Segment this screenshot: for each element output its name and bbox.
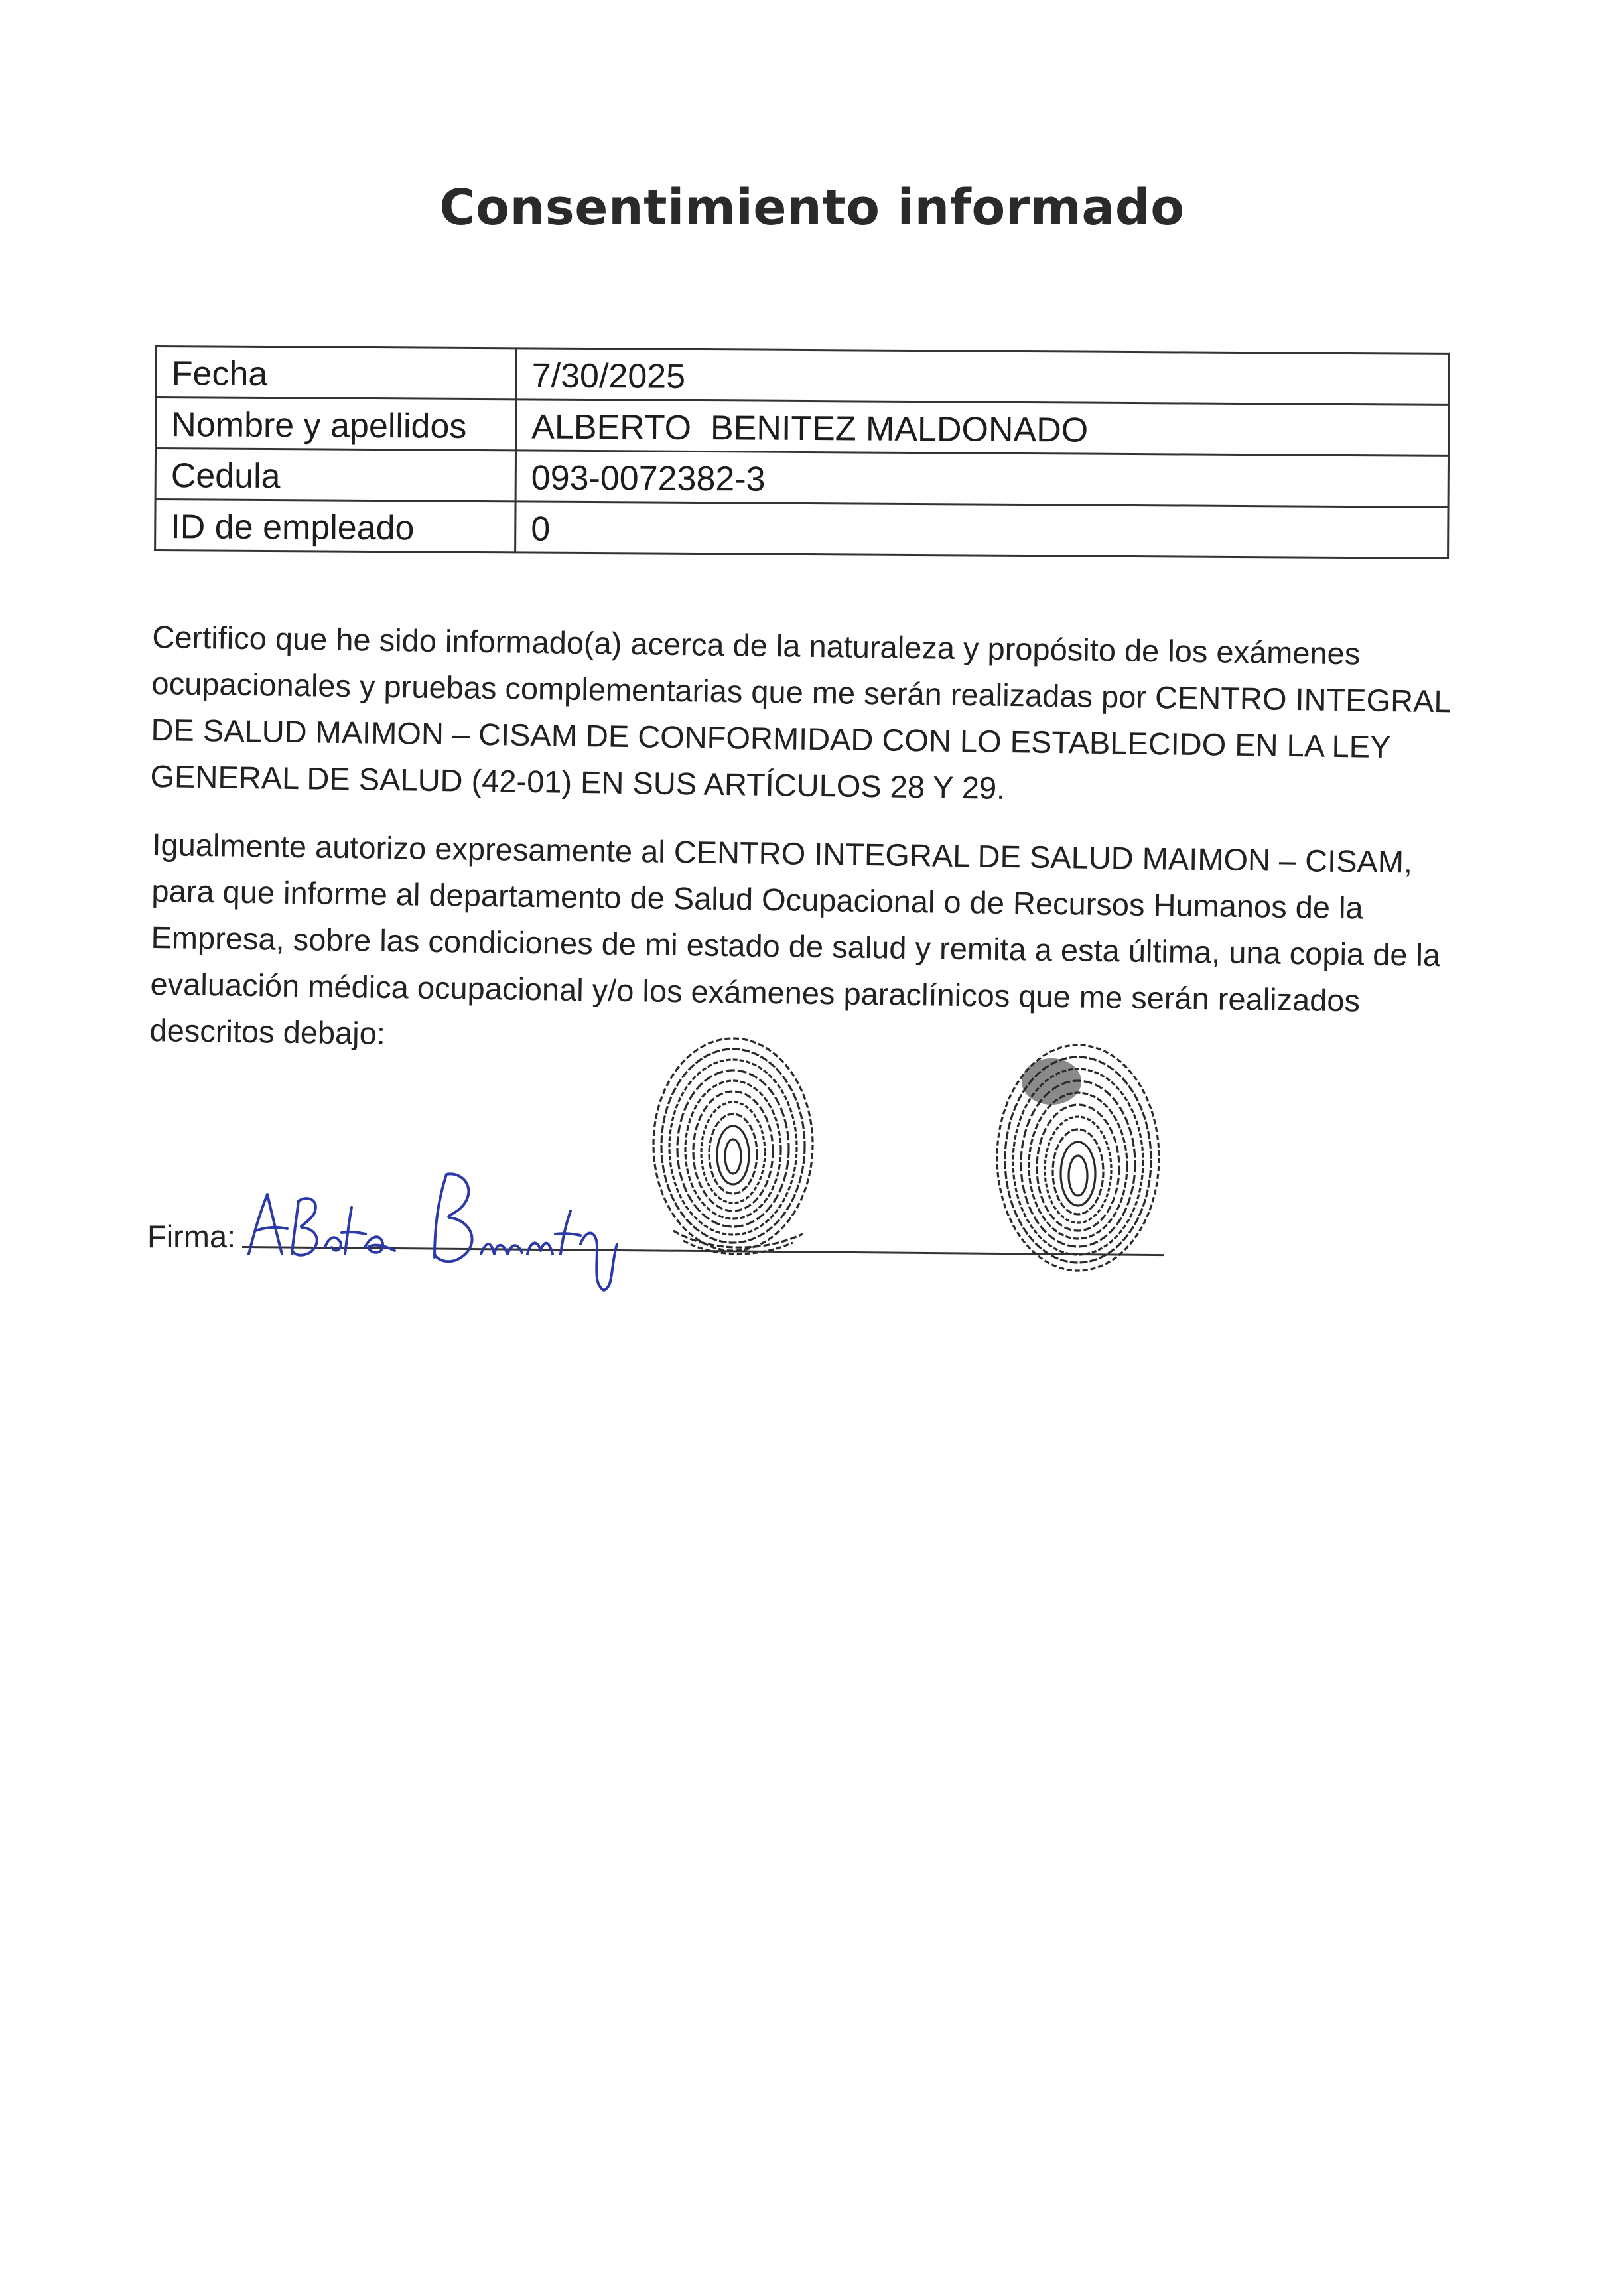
authorization-paragraph: Igualmente autorizo expresamente al CENTRO INTEGRAL DE SALUD MAIMON – CISAM, para que informe al departamento de Salud Ocupacional o de Recursos Humanos de la Empresa, sobre las condiciones de mi estado de salud y remita a esta última, una copia de la evaluación médica ocupacional y/o los exámenes paraclínicos que me serán realizados descritos debajo:: [149, 826, 1441, 1051]
signature-label: Firma:: [147, 1219, 236, 1254]
table-row: [155, 500, 1448, 559]
row-label: Fecha: [156, 346, 516, 399]
certification-paragraph: Certifico que he sido informado(a) acerca de la naturaleza y propósito de los exámenes ocupacionales y pruebas complementarias que me serán realizadas por CENTRO INTEGRAL DE SALUD MAIMON – CISAM DE CONFORMIDAD CON LO ESTABLECIDO EN LA LEY GENERAL DE SALUD (42-01) EN SUS ARTÍCULOS 28 Y 29.: [150, 618, 1451, 805]
table-row: [156, 397, 1449, 456]
fingerprint-icon: [647, 1032, 823, 1261]
row-label: Cedula: [155, 449, 515, 502]
row-label: ID de empleado: [155, 500, 515, 553]
row-value: 093-0072382-3: [515, 451, 1448, 508]
page-title: Consentimiento informado: [439, 179, 1185, 236]
row-label: Nombre y apellidos: [156, 397, 516, 451]
handwritten-signature: [236, 1154, 687, 1300]
row-value: 7/30/2025: [516, 348, 1449, 405]
row-value: ALBERTO BENITEZ MALDONADO: [516, 399, 1449, 456]
row-value: 0: [515, 502, 1448, 559]
table-row: [155, 449, 1448, 508]
fingerprint-icon: [988, 1035, 1168, 1284]
table-row: [156, 346, 1449, 405]
info-table: [154, 345, 1450, 559]
